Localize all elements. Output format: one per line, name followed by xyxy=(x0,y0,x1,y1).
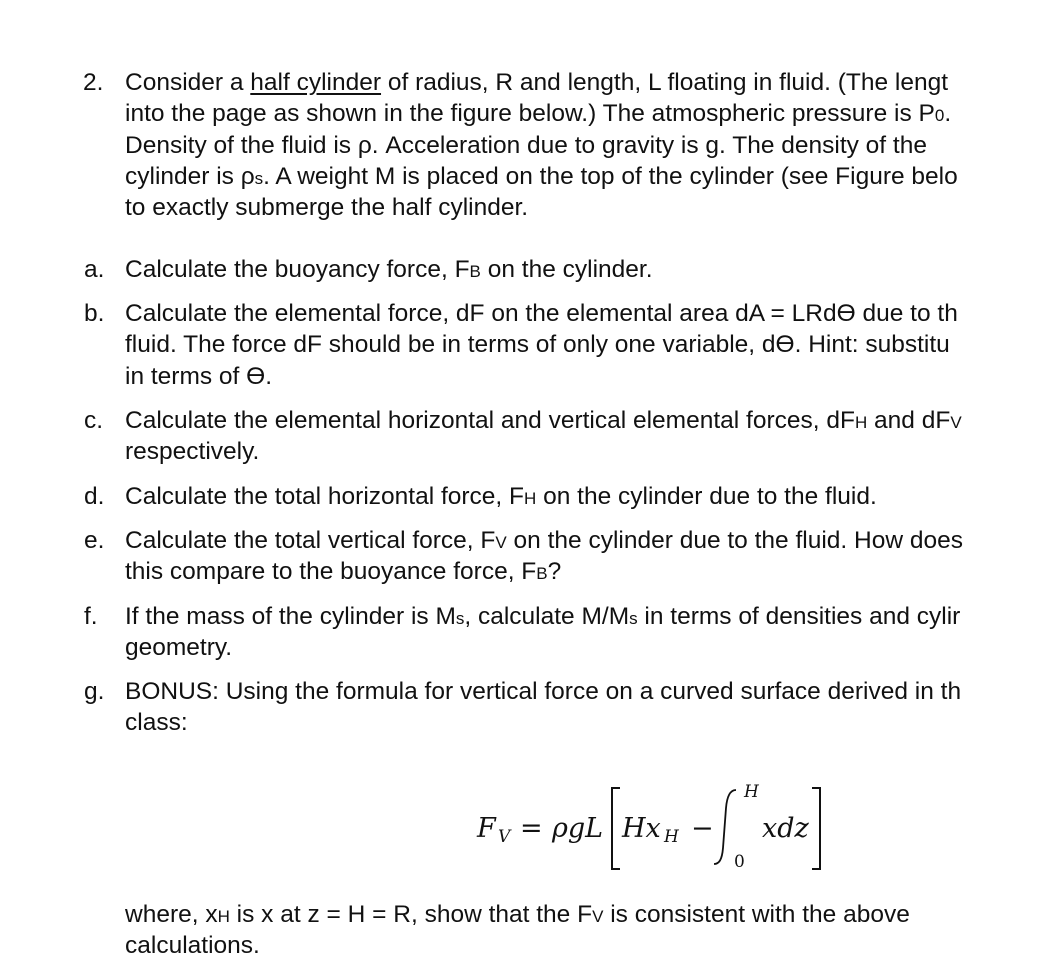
part-g-line-1: BONUS: Using the formula for vertical force on a curved surface derived in th xyxy=(125,678,962,705)
part-b-line-1: Calculate the elemental force, dF on the elemental area dA = LRdϴ due to th xyxy=(125,300,958,327)
integral-upper-limit: H xyxy=(744,782,759,802)
left-bracket xyxy=(612,788,620,869)
part-e-line-2: this compare to the buoyance force, FB? xyxy=(125,558,562,586)
formula-integrand: xdz xyxy=(762,813,809,844)
formula-term: Hx xyxy=(622,813,661,844)
closing-line-2: calculations. xyxy=(125,932,260,960)
part-f-line-2: geometry. xyxy=(125,634,233,662)
part-c-line-1: Calculate the elemental horizontal and vertical elemental forces, dFH and dFV xyxy=(125,407,962,434)
q2-line-3: Density of the fluid is ρ. Acceleration due to gravity is g. The density of the xyxy=(125,131,927,159)
part-a-line-1: Calculate the buoyancy force, FB on the cylinder. xyxy=(125,256,653,283)
part-label: d. xyxy=(84,483,105,510)
formula-coefficient: ρgL xyxy=(552,813,604,844)
q2-line-5: to exactly submerge the half cylinder. xyxy=(125,194,529,222)
part-c-line-2: respectively. xyxy=(125,438,260,466)
part-label: c. xyxy=(84,407,104,434)
closing-line-1: where, xH is x at z = H = R, show that the FV is consistent with the above xyxy=(125,901,910,928)
integral-sign xyxy=(714,790,736,864)
part-label: g. xyxy=(84,678,105,705)
part-b-line-3: in terms of ϴ. xyxy=(125,362,273,390)
formula-minus: − xyxy=(691,813,714,844)
part-d-line-1: Calculate the total horizontal force, FH on the cylinder due to the fluid. xyxy=(125,483,877,510)
formula-term-subscript: H xyxy=(664,827,679,847)
part-label: e. xyxy=(84,527,105,554)
q2-line-4: cylinder is ρs. A weight M is placed on the top of the cylinder (see Figure belo xyxy=(125,162,958,190)
formula-lhs: F xyxy=(477,813,496,844)
part-label: f. xyxy=(84,603,98,630)
half-cylinder-underlined: half cylinder xyxy=(250,69,382,96)
right-bracket xyxy=(812,788,820,869)
part-f-line-1: If the mass of the cylinder is Ms, calculate M/Ms in terms of densities and cylir xyxy=(125,603,961,630)
q2-line-2: into the page as shown in the figure below.) The atmospheric pressure is P0. xyxy=(125,100,952,128)
formula-equals: = xyxy=(520,813,543,844)
part-label: b. xyxy=(84,300,105,327)
integral-lower-limit: 0 xyxy=(734,852,745,872)
formula-lhs-subscript: V xyxy=(498,827,511,847)
vertical-force-formula xyxy=(470,778,870,878)
q2-line-1: Consider a half cylinder of radius, R and length, L floating in fluid. (The lengt xyxy=(125,69,949,96)
part-e-line-1: Calculate the total vertical force, FV on the cylinder due to the fluid. How does xyxy=(125,527,963,554)
part-label: a. xyxy=(84,256,105,283)
question-number: 2. xyxy=(83,69,104,96)
part-b-line-2: fluid. The force dF should be in terms of only one variable, dϴ. Hint: substitu xyxy=(125,331,950,359)
part-g-line-2: class: xyxy=(125,709,188,737)
